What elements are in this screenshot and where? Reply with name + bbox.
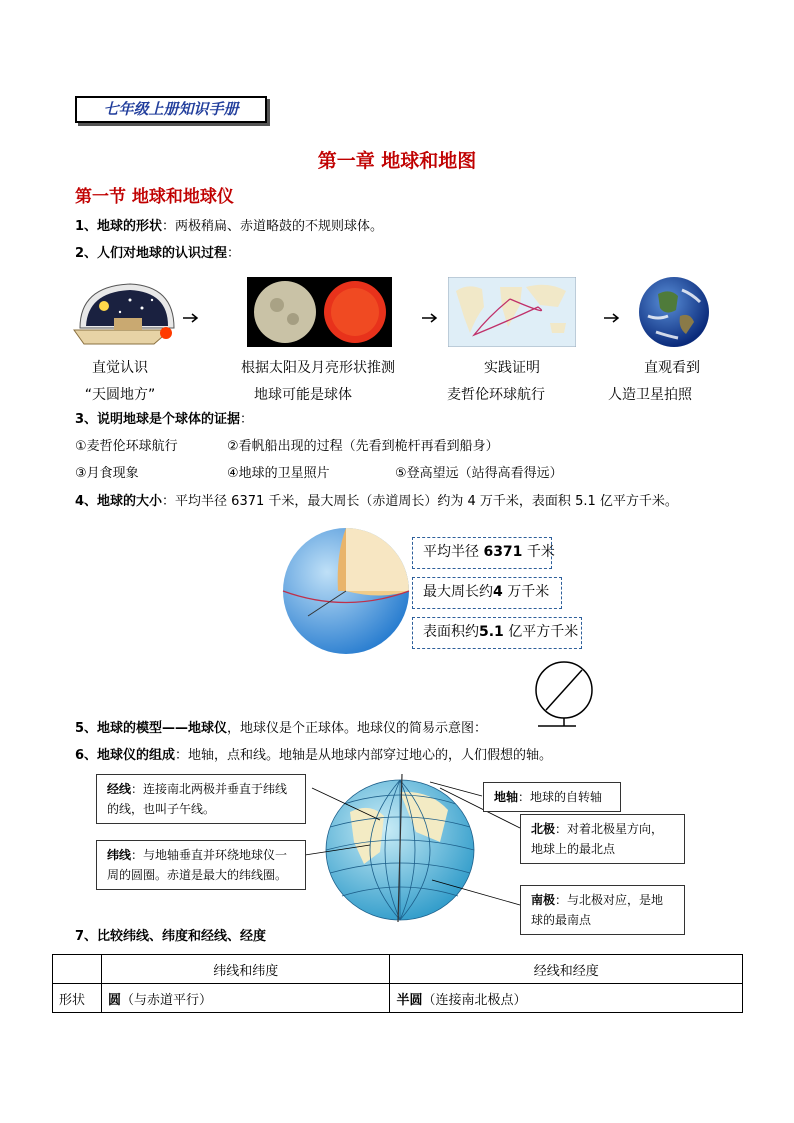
evidence-3: ③月食现象 xyxy=(75,466,139,481)
item-6: 6、地球仪的组成：地轴，点和线。地轴是从地球内部穿过地心的，人们假想的轴。 xyxy=(75,748,553,763)
stage-3-subcaption: 麦哲伦环球航行 xyxy=(447,387,545,403)
table-header-cell: 纬线和纬度 xyxy=(102,955,390,984)
south-pole-label-box: 南极：与北极对应，是地球的最南点 xyxy=(520,885,685,935)
comparison-table xyxy=(52,954,743,1013)
row-label: 形状 xyxy=(53,984,102,1013)
section-title: 第一节 地球和地球仪 xyxy=(75,187,234,207)
evidence-5: ⑤登高望远（站得高看得远） xyxy=(395,466,563,481)
evidence-4: ④地球的卫星照片 xyxy=(227,466,330,481)
circumference-box: 最大周长约4 万千米 xyxy=(412,577,562,609)
table-row xyxy=(53,984,743,1013)
parallel-label-box: 纬线：与地轴垂直并环绕地球仪一周的圆圈。赤道是最大的纬线圈。 xyxy=(96,840,306,890)
item-7: 7、比较纬线、纬度和经线、经度 xyxy=(75,929,267,944)
stage-2-caption: 根据太阳及月亮形状推测 xyxy=(241,360,395,376)
north-pole-label-box: 北极：对着北极星方向，地球上的最北点 xyxy=(520,814,685,864)
stage-4-subcaption: 人造卫星拍照 xyxy=(608,387,692,403)
item-4: 4、地球的大小：平均半径 6371 千米，最大周长（赤道周长）约为 4 万千米，表面积 5.1 亿平方千米。 xyxy=(75,494,678,509)
item-5: 5、地球的模型——地球仪，地球仪是个正球体。地球仪的简易示意图： xyxy=(75,721,488,736)
latitude-cell: 圆（与赤道平行） xyxy=(102,984,390,1013)
evidence-2: ②看帆船出现的过程（先看到桅杆再看到船身） xyxy=(227,439,499,454)
table-header-row xyxy=(53,955,743,984)
chapter-title: 第一章 地球和地图 xyxy=(317,150,477,172)
axis-label-box: 地轴：地球的自转轴 xyxy=(483,782,621,812)
stage-3-caption: 实践证明 xyxy=(484,360,540,376)
badge-text: 七年级上册知识手册 xyxy=(103,100,239,118)
stage-1-caption: 直觉认识 xyxy=(92,360,148,376)
longitude-cell: 半圆（连接南北极点） xyxy=(390,984,743,1013)
stage-2-subcaption: 地球可能是球体 xyxy=(254,387,352,403)
evidence-1: ①麦哲伦环球航行 xyxy=(75,439,178,454)
meridian-label-box: 经线：连接南北两极并垂直于纬线的线，也叫子午线。 xyxy=(96,774,306,824)
surface-area-box: 表面积约5.1 亿平方千米 xyxy=(412,617,582,649)
table-header-cell: 经线和经度 xyxy=(390,955,743,984)
radius-box: 平均半径 6371 千米 xyxy=(412,537,552,569)
table-header-cell xyxy=(53,955,102,984)
stage-1-subcaption: “天圆地方” xyxy=(84,387,156,403)
item-3: 3、说明地球是个球体的证据： xyxy=(75,412,254,427)
item-1: 1、地球的形状：两极稍扁、赤道略鼓的不规则球体。 xyxy=(75,219,384,234)
stage-4-caption: 直观看到 xyxy=(644,360,700,376)
item-2: 2、人们对地球的认识过程： xyxy=(75,246,241,261)
